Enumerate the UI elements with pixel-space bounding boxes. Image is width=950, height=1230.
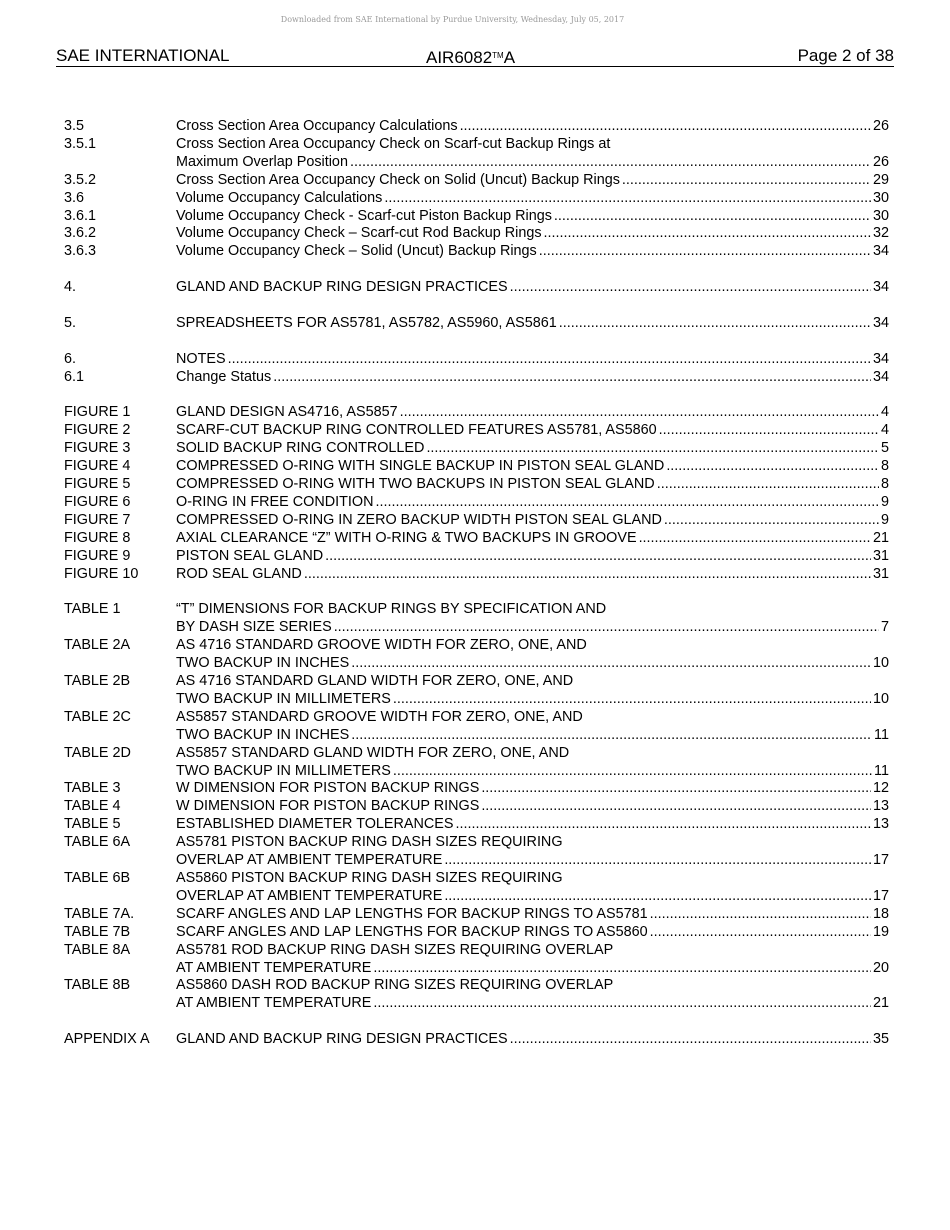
- toc-entry[interactable]: [64, 798, 889, 816]
- toc-entry-number: TABLE 2B: [64, 673, 131, 690]
- toc-entry-title: O-RING IN FREE CONDITION: [176, 493, 374, 510]
- toc-entry-line: [176, 727, 889, 745]
- toc-entry-page: 13: [872, 798, 889, 815]
- toc-entry-number: TABLE 7B: [64, 923, 131, 940]
- toc-entry-line: [176, 136, 889, 154]
- toc-entry-body: [176, 190, 889, 208]
- toc-entry-line: [176, 619, 889, 637]
- dot-leader: [460, 118, 871, 136]
- toc-entry[interactable]: [64, 780, 889, 798]
- toc-entry-body: [176, 494, 889, 512]
- toc-entry-number: TABLE 2C: [64, 708, 131, 725]
- download-watermark: Downloaded from SAE International by Purdue University, Wednesday, July 05, 2017: [280, 15, 625, 24]
- toc-entry-page: 8: [880, 458, 889, 475]
- section-gap: [64, 584, 889, 602]
- toc-entry[interactable]: [64, 476, 889, 494]
- toc-entry[interactable]: [64, 225, 889, 243]
- toc-entry-line: [176, 154, 889, 172]
- dot-leader: [666, 458, 879, 476]
- toc-entry-line: [176, 977, 889, 995]
- toc-entry-body: [176, 673, 889, 709]
- toc-entry[interactable]: [64, 816, 889, 834]
- toc-entry-title: Maximum Overlap Position: [176, 153, 348, 170]
- toc-entry-page: 34: [872, 350, 889, 367]
- toc-entry[interactable]: [64, 315, 889, 333]
- toc-entry-number: 6.1: [64, 368, 85, 385]
- toc-entry-body: [176, 118, 889, 136]
- toc-entry-page: 18: [872, 905, 889, 922]
- toc-entry-line: [176, 548, 889, 566]
- toc-entry-number: TABLE 8A: [64, 941, 131, 958]
- dot-leader: [657, 476, 879, 494]
- toc-entry-body: [176, 404, 889, 422]
- toc-entry[interactable]: [64, 1031, 889, 1049]
- toc-entry-title: COMPRESSED O-RING WITH TWO BACKUPS IN PISTON SEAL GLAND: [176, 476, 655, 493]
- toc-entry[interactable]: [64, 494, 889, 512]
- toc-entry-page: 9: [880, 493, 889, 510]
- toc-entry-line: [176, 440, 889, 458]
- toc-entry-body: [176, 566, 889, 584]
- toc-entry-page: 30: [872, 189, 889, 206]
- toc-entry-title: SCARF ANGLES AND LAP LENGTHS FOR BACKUP RINGS TO AS5781: [176, 905, 648, 922]
- toc-entry-page: 5: [880, 440, 889, 457]
- section-gap: [64, 261, 889, 279]
- toc-entry-body: [176, 279, 889, 297]
- toc-entry-title: Cross Section Area Occupancy Check on Solid (Uncut) Backup Rings: [176, 171, 620, 188]
- toc-entry-title: Volume Occupancy Calculations: [176, 189, 383, 206]
- toc-entry-page: 13: [872, 816, 889, 833]
- toc-entry-body: [176, 369, 889, 387]
- toc-entry-page: 31: [872, 547, 889, 564]
- toc-entry-number: 3.5.2: [64, 171, 97, 188]
- dot-leader: [456, 816, 871, 834]
- toc-entry-title: TWO BACKUP IN MILLIMETERS: [176, 690, 391, 707]
- toc-entry-line: [176, 960, 889, 978]
- toc-entry-title: Cross Section Area Occupancy Calculations: [176, 118, 458, 134]
- toc-entry-page: 19: [872, 923, 889, 940]
- toc-entry-line: [176, 512, 889, 530]
- dot-leader: [544, 225, 871, 243]
- toc-entry[interactable]: [64, 745, 889, 781]
- toc-entry-line: [176, 172, 889, 190]
- toc-entry-number: TABLE 7A.: [64, 905, 135, 922]
- toc-entry-body: [176, 351, 889, 369]
- toc-entry-title: BY DASH SIZE SERIES: [176, 619, 332, 636]
- toc-entry-line: [176, 458, 889, 476]
- dot-leader: [384, 190, 871, 208]
- toc-entry-number: FIGURE 6: [64, 493, 131, 510]
- toc-entry-line: [176, 476, 889, 494]
- toc-entry-page: 29: [872, 171, 889, 188]
- toc-entry[interactable]: [64, 118, 889, 136]
- toc-entry-number: FIGURE 10: [64, 565, 139, 582]
- dot-leader: [481, 798, 871, 816]
- toc-entry-title: AXIAL CLEARANCE “Z” WITH O-RING & TWO BACKUPS IN GROOVE: [176, 529, 637, 546]
- page-header: [56, 45, 894, 67]
- toc-entry-line: [176, 530, 889, 548]
- toc-entry-title: ESTABLISHED DIAMETER TOLERANCES: [176, 816, 454, 833]
- section-gap: [64, 297, 889, 315]
- toc-entry[interactable]: [64, 512, 889, 530]
- toc-entry-body: [176, 709, 889, 745]
- toc-entry-number: TABLE 8B: [64, 977, 131, 994]
- toc-entry-title: “T” DIMENSIONS FOR BACKUP RINGS BY SPECIFICATION AND: [176, 601, 607, 618]
- toc-entry-page: 7: [880, 619, 889, 636]
- toc-entry-line: [176, 404, 889, 422]
- toc-entry-page: 31: [872, 565, 889, 582]
- toc-entry-body: [176, 136, 889, 172]
- toc-entry-page: 34: [872, 368, 889, 385]
- toc-entry-title: COMPRESSED O-RING IN ZERO BACKUP WIDTH PISTON SEAL GLAND: [176, 511, 662, 528]
- toc-entry-title: W DIMENSION FOR PISTON BACKUP RINGS: [176, 798, 480, 815]
- dot-leader: [481, 780, 871, 798]
- toc-entry-title: Volume Occupancy Check – Scarf-cut Rod Backup Rings: [176, 225, 542, 242]
- toc-entry-number: 3.5.1: [64, 135, 97, 152]
- toc-entry-number: TABLE 3: [64, 780, 121, 797]
- toc-entry[interactable]: [64, 906, 889, 924]
- toc-entry[interactable]: [64, 440, 889, 458]
- toc-entry-line: [176, 243, 889, 261]
- dot-leader: [510, 279, 871, 297]
- toc-entry[interactable]: [64, 601, 889, 637]
- toc-entry[interactable]: [64, 673, 889, 709]
- page-number: Page 2 of 38: [797, 46, 894, 65]
- table-of-contents: [64, 118, 889, 1049]
- toc-entry-line: [176, 351, 889, 369]
- toc-entry-page: 11: [874, 762, 889, 779]
- toc-entry-title: SCARF ANGLES AND LAP LENGTHS FOR BACKUP RINGS TO AS5860: [176, 923, 648, 940]
- toc-entry-number: FIGURE 7: [64, 511, 131, 528]
- toc-entry-page: 20: [872, 959, 889, 976]
- toc-entry-page: 8: [880, 476, 889, 493]
- toc-entry-number: TABLE 5: [64, 816, 121, 833]
- document-id: [426, 45, 515, 68]
- dot-leader: [622, 172, 871, 190]
- toc-entry-title: PISTON SEAL GLAND: [176, 547, 324, 564]
- toc-entry[interactable]: [64, 637, 889, 673]
- toc-entry[interactable]: [64, 924, 889, 942]
- toc-entry-page: 17: [872, 852, 889, 869]
- toc-entry[interactable]: [64, 172, 889, 190]
- toc-entry-page: 26: [872, 118, 889, 134]
- dot-leader: [650, 906, 871, 924]
- toc-entry-number: FIGURE 3: [64, 440, 131, 457]
- toc-entry-number: TABLE 6B: [64, 869, 131, 886]
- toc-entry-title: OVERLAP AT AMBIENT TEMPERATURE: [176, 887, 443, 904]
- toc-entry-title: AS5857 STANDARD GLAND WIDTH FOR ZERO, ONE, AND: [176, 744, 570, 761]
- toc-entry-page: 21: [872, 995, 889, 1012]
- toc-entry-title: TWO BACKUP IN INCHES: [176, 655, 350, 672]
- toc-entry-line: [176, 763, 889, 781]
- toc-entry-line: [176, 369, 889, 387]
- toc-entry-line: [176, 279, 889, 297]
- toc-entry-page: 9: [880, 511, 889, 528]
- toc-entry-number: FIGURE 5: [64, 476, 131, 493]
- toc-entry-line: [176, 906, 889, 924]
- toc-entry[interactable]: [64, 422, 889, 440]
- toc-entry-line: [176, 118, 889, 136]
- toc-entry-page: 10: [872, 655, 889, 672]
- toc-entry-title: AS 4716 STANDARD GROOVE WIDTH FOR ZERO, ONE, AND: [176, 637, 587, 654]
- toc-entry[interactable]: [64, 834, 889, 870]
- dot-leader: [664, 512, 879, 530]
- toc-entry[interactable]: [64, 243, 889, 261]
- toc-entry-line: [176, 1031, 889, 1049]
- toc-entry-body: [176, 977, 889, 1013]
- toc-entry-line: [176, 601, 889, 619]
- toc-entry-body: [176, 530, 889, 548]
- toc-entry-body: [176, 243, 889, 261]
- toc-entry-number: APPENDIX A: [64, 1031, 150, 1048]
- toc-entry-page: 34: [872, 243, 889, 260]
- toc-entry-title: AS 4716 STANDARD GLAND WIDTH FOR ZERO, ONE, AND: [176, 673, 574, 690]
- toc-entry-number: FIGURE 2: [64, 422, 131, 439]
- toc-entry-title: AS5860 DASH ROD BACKUP RING SIZES REQUIRING OVERLAP: [176, 977, 614, 994]
- toc-entry-number: TABLE 1: [64, 601, 121, 618]
- toc-entry-title: SCARF-CUT BACKUP RING CONTROLLED FEATURES AS5781, AS5860: [176, 422, 657, 439]
- toc-entry-body: [176, 440, 889, 458]
- toc-entry-line: [176, 852, 889, 870]
- toc-entry-title: OVERLAP AT AMBIENT TEMPERATURE: [176, 852, 443, 869]
- toc-entry-line: [176, 637, 889, 655]
- toc-entry-title: Volume Occupancy Check – Solid (Uncut) Backup Rings: [176, 243, 537, 260]
- toc-entry-number: 3.6.3: [64, 243, 97, 260]
- section-gap: [64, 387, 889, 405]
- toc-entry-title: AT AMBIENT TEMPERATURE: [176, 995, 372, 1012]
- toc-entry[interactable]: [64, 136, 889, 172]
- toc-entry-body: [176, 172, 889, 190]
- toc-entry-page: 32: [872, 225, 889, 242]
- toc-entry-number: TABLE 4: [64, 798, 121, 815]
- toc-entry-number: TABLE 2A: [64, 637, 131, 654]
- dot-leader: [228, 351, 871, 369]
- toc-entry-title: Cross Section Area Occupancy Check on Scarf-cut Backup Rings at: [176, 135, 611, 152]
- toc-entry-title: AS5781 PISTON BACKUP RING DASH SIZES REQUIRING: [176, 834, 563, 851]
- toc-entry-line: [176, 709, 889, 727]
- toc-entry[interactable]: [64, 208, 889, 226]
- toc-entry-title: GLAND AND BACKUP RING DESIGN PRACTICES: [176, 279, 508, 296]
- document-id-base: AIR6082: [426, 48, 493, 67]
- toc-entry-title: SOLID BACKUP RING CONTROLLED: [176, 440, 425, 457]
- toc-entry-body: [176, 798, 889, 816]
- toc-entry-line: [176, 942, 889, 960]
- toc-entry-body: [176, 315, 889, 333]
- document-id-suffix: A: [503, 48, 516, 67]
- dot-leader: [659, 422, 879, 440]
- toc-entry-body: [176, 780, 889, 798]
- toc-entry[interactable]: [64, 548, 889, 566]
- toc-entry[interactable]: [64, 566, 889, 584]
- toc-entry-body: [176, 476, 889, 494]
- toc-entry-title: COMPRESSED O-RING WITH SINGLE BACKUP IN PISTON SEAL GLAND: [176, 458, 665, 475]
- toc-entry-number: FIGURE 9: [64, 547, 131, 564]
- toc-entry-body: [176, 834, 889, 870]
- toc-entry[interactable]: [64, 709, 889, 745]
- toc-entry-body: [176, 225, 889, 243]
- toc-entry-title: GLAND AND BACKUP RING DESIGN PRACTICES: [176, 1031, 508, 1048]
- toc-entry-page: 11: [874, 726, 889, 743]
- toc-entry-body: [176, 422, 889, 440]
- toc-entry-title: AS5857 STANDARD GROOVE WIDTH FOR ZERO, ONE, AND: [176, 708, 583, 725]
- toc-entry-title: AS5860 PISTON BACKUP RING DASH SIZES REQUIRING: [176, 869, 563, 886]
- toc-entry-line: [176, 655, 889, 673]
- toc-entry-number: 3.6.2: [64, 225, 97, 242]
- dot-leader: [273, 369, 871, 387]
- toc-entry-body: [176, 601, 889, 637]
- dot-leader: [444, 888, 871, 906]
- toc-entry-page: 34: [872, 279, 889, 296]
- toc-entry[interactable]: [64, 530, 889, 548]
- dot-leader: [304, 566, 871, 584]
- dot-leader: [373, 960, 871, 978]
- toc-entry[interactable]: [64, 369, 889, 387]
- toc-entry-page: 30: [872, 207, 889, 224]
- toc-entry-title: AT AMBIENT TEMPERATURE: [176, 959, 372, 976]
- toc-entry-title: Change Status: [176, 368, 272, 385]
- dot-leader: [375, 494, 879, 512]
- toc-entry[interactable]: [64, 404, 889, 422]
- dot-leader: [554, 208, 871, 226]
- dot-leader: [444, 852, 871, 870]
- toc-entry-line: [176, 888, 889, 906]
- dot-leader: [373, 995, 871, 1013]
- toc-entry[interactable]: [64, 279, 889, 297]
- toc-entry-body: [176, 816, 889, 834]
- dot-leader: [559, 315, 871, 333]
- toc-entry[interactable]: [64, 351, 889, 369]
- toc-entry-line: [176, 870, 889, 888]
- toc-entry-number: TABLE 6A: [64, 834, 131, 851]
- toc-entry-number: 6.: [64, 350, 77, 367]
- toc-entry-line: [176, 315, 889, 333]
- toc-entry-line: [176, 494, 889, 512]
- toc-entry[interactable]: [64, 870, 889, 906]
- toc-entry-page: 10: [872, 690, 889, 707]
- toc-entry-title: W DIMENSION FOR PISTON BACKUP RINGS: [176, 780, 480, 797]
- toc-entry-page: 34: [872, 314, 889, 331]
- dot-leader: [539, 243, 871, 261]
- dot-leader: [393, 691, 871, 709]
- toc-entry-title: Volume Occupancy Check - Scarf-cut Piston Backup Rings: [176, 207, 552, 224]
- dot-leader: [351, 727, 872, 745]
- toc-entry-line: [176, 566, 889, 584]
- toc-entry[interactable]: [64, 977, 889, 1013]
- dot-leader: [400, 404, 879, 422]
- dot-leader: [350, 154, 871, 172]
- toc-entry-body: [176, 458, 889, 476]
- dot-leader: [393, 763, 872, 781]
- toc-entry[interactable]: [64, 458, 889, 476]
- toc-entry-body: [176, 637, 889, 673]
- dot-leader: [426, 440, 879, 458]
- toc-entry-title: NOTES: [176, 350, 226, 367]
- toc-entry-page: 26: [872, 153, 889, 170]
- toc-entry-number: FIGURE 1: [64, 404, 131, 421]
- toc-entry-page: 4: [880, 422, 889, 439]
- toc-entry-line: [176, 780, 889, 798]
- toc-entry-page: 4: [880, 404, 889, 421]
- toc-entry-page: 17: [872, 887, 889, 904]
- toc-entry-page: 21: [872, 529, 889, 546]
- toc-entry-line: [176, 924, 889, 942]
- dot-leader: [650, 924, 871, 942]
- toc-entry-number: 3.5: [64, 118, 85, 134]
- toc-entry-body: [176, 906, 889, 924]
- toc-entry-line: [176, 834, 889, 852]
- section-gap: [64, 333, 889, 351]
- publisher-name: SAE INTERNATIONAL: [56, 46, 230, 65]
- toc-entry-body: [176, 512, 889, 530]
- toc-entry-number: 4.: [64, 279, 77, 296]
- toc-entry-body: [176, 1031, 889, 1049]
- trademark-mark: TM: [492, 51, 504, 60]
- toc-entry-body: [176, 942, 889, 978]
- dot-leader: [325, 548, 871, 566]
- section-gap: [64, 1013, 889, 1031]
- toc-entry-line: [176, 225, 889, 243]
- dot-leader: [334, 619, 879, 637]
- toc-entry-title: TWO BACKUP IN INCHES: [176, 726, 350, 743]
- toc-entry-title: AS5781 ROD BACKUP RING DASH SIZES REQUIRING OVERLAP: [176, 941, 614, 958]
- dot-leader: [639, 530, 871, 548]
- toc-entry[interactable]: [64, 190, 889, 208]
- dot-leader: [510, 1031, 871, 1049]
- toc-entry-number: TABLE 2D: [64, 744, 131, 761]
- toc-entry[interactable]: [64, 942, 889, 978]
- toc-entry-line: [176, 422, 889, 440]
- dot-leader: [351, 655, 871, 673]
- toc-entry-title: TWO BACKUP IN MILLIMETERS: [176, 762, 391, 779]
- toc-entry-body: [176, 208, 889, 226]
- toc-entry-line: [176, 995, 889, 1013]
- toc-entry-body: [176, 548, 889, 566]
- toc-entry-body: [176, 924, 889, 942]
- toc-entry-line: [176, 798, 889, 816]
- toc-entry-number: FIGURE 8: [64, 529, 131, 546]
- toc-entry-page: 35: [872, 1031, 889, 1048]
- toc-entry-body: [176, 745, 889, 781]
- toc-entry-number: 3.6: [64, 189, 85, 206]
- toc-entry-line: [176, 208, 889, 226]
- toc-entry-title: ROD SEAL GLAND: [176, 565, 302, 582]
- toc-entry-line: [176, 673, 889, 691]
- toc-entry-title: GLAND DESIGN AS4716, AS5857: [176, 404, 398, 421]
- toc-entry-line: [176, 691, 889, 709]
- toc-entry-page: 12: [872, 780, 889, 797]
- toc-entry-number: 5.: [64, 314, 77, 331]
- toc-entry-title: SPREADSHEETS FOR AS5781, AS5782, AS5960, AS5861: [176, 314, 557, 331]
- toc-entry-body: [176, 870, 889, 906]
- toc-entry-line: [176, 190, 889, 208]
- toc-entry-number: 3.6.1: [64, 207, 97, 224]
- toc-entry-number: FIGURE 4: [64, 458, 131, 475]
- toc-entry-line: [176, 816, 889, 834]
- toc-entry-line: [176, 745, 889, 763]
